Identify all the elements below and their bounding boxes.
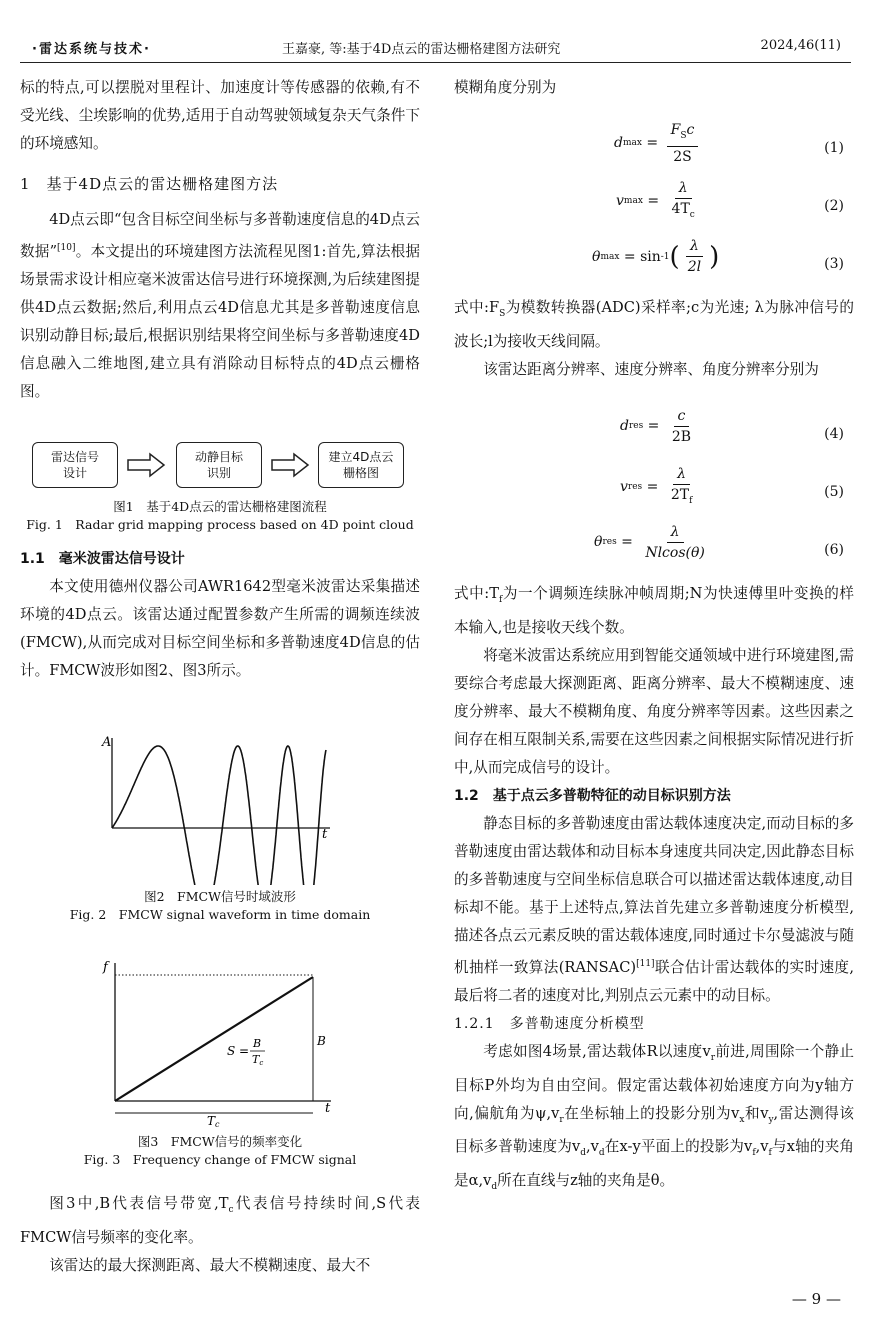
- equation-4-number: (4): [824, 425, 844, 442]
- flow-arrow-2: [270, 452, 310, 478]
- paragraph-fig3-explain: 图3中,B代表信号带宽$,T_c$代表信号持续时间,S代表FMCW信号频率的变化率。: [20, 1195, 421, 1246]
- equation-6-number: (6): [824, 541, 844, 558]
- left-column-3: [20, 1190, 420, 1280]
- figure-3-caption-cn: 图3 FMCW信号的频率变化: [137, 1134, 303, 1149]
- left-column: [20, 74, 420, 406]
- section-1-1-heading: 1.1 毫米波雷达信号设计: [20, 551, 185, 567]
- paragraph-tradeoff: 将毫米波雷达系统应用到智能交通领域中进行环境建图,需要综合考虑最大探测距离、距离分辨率、最大不模糊速度、速度分辨率、最大不模糊角度、角度分辨率等因素。这些因素之间存在相互限制关系,需要在这些因素之间根据实际情况进行折中,从而完成信号的设计。: [454, 646, 854, 776]
- paragraph-scene-model: 考虑如图4场景,雷达载体R以速度$v_r$前进,周围除一个静止目标P外均为自由空间。假定雷达载体初始速度方向为y轴方向,偏航角为$\psi,v_r$在坐标轴上的投影分别为$v_x$和$v_y$,雷达测得该目标多普勒速度为$v_d,v_d$在x-y平面上的投影为$v_f,v_f$与x轴的夹角是$\alpha,v_d$所在直线与z轴的夹角是θ。: [454, 1042, 855, 1193]
- figure-1-caption-en: Fig. 1 Radar grid mapping process based on 4D point cloud: [26, 517, 414, 532]
- figure-3-frequency: [95, 955, 345, 1130]
- figure-1-caption: [20, 498, 420, 534]
- figure-3-caption: [20, 1133, 420, 1169]
- citation-10[interactable]: [10]: [57, 243, 76, 253]
- equation-4: d res = $\frac{c}{2B}$ (4): [454, 402, 854, 460]
- figure-2-waveform: [90, 730, 350, 885]
- paragraph-eq-symbols: 式中$:F_S$为模数转换器(ADC)采样率;c为光速; λ为脉冲信号的波长;l为接收天线间隔。: [454, 299, 854, 350]
- flow-arrow-1: [126, 452, 166, 478]
- fig3-x-label: t: [325, 1101, 331, 1116]
- fig3-y-label: f: [103, 960, 108, 975]
- equation-5: v res = $\frac{\lambda}{2T_f}$ (5): [620, 465, 844, 506]
- fig2-y-label: A: [102, 735, 112, 750]
- equation-3-number: (3): [824, 256, 844, 272]
- left-column-2: [20, 545, 420, 685]
- paragraph-4d-definition: [20, 206, 420, 406]
- header-rule: [20, 62, 851, 63]
- equation-1: d max = $\frac{F_Sc}{2S}$ (1): [614, 122, 844, 165]
- paragraph-doppler-method: 静态目标的多普勒速度由雷达载体速度决定,而动目标的多普勒速度由雷达载体和动目标本身速度共同决定,因此静态目标的多普勒速度与空间坐标信息联合可以描述雷达载体速度,动目标却不能。基于上述特点,算法首先建立多普勒速度分析模型,描述各点云元素反映的雷达载体速度,同时通过卡尔曼滤波与随机抽样一致算法(RANSAC)[11]联合估计雷达载体的实时速度,最后将二者的速度对比,判别点云元素中的动目标。: [454, 814, 855, 1004]
- page-number: — 9 —: [791, 1290, 841, 1308]
- paragraph-text: 4D点云即“包含目标空间坐标与多普勒速度信息的4D点云数据”: [20, 211, 420, 260]
- equation-5-number: (5): [824, 483, 844, 500]
- paragraph-awr1642: 本文使用德州仪器公司AWR1642型毫米波雷达采集描述环境的4D点云。该雷达通过配置参数产生所需的调频连续波(FMCW),从而完成对目标空间坐标和多普勒速度4D信息的估计。FMCW波形如图2、图3所示。: [20, 578, 420, 679]
- flow-box-target-identification: 动静目标 识别: [176, 442, 262, 488]
- figure-2-caption: [20, 888, 420, 924]
- fig3-slope-equals: =: [239, 1044, 250, 1058]
- equation-2: v max = $\frac{\lambda}{4T_c}$ (2): [616, 180, 844, 220]
- figure-3-caption-en: Fig. 3 Frequency change of FMCW signal: [83, 1152, 357, 1167]
- figure-1-caption-cn: 图1 基于4D点云的雷达栅格建图流程: [113, 499, 327, 514]
- paragraph-resolution: 该雷达距离分辨率、速度分辨率、角度分辨率分别为: [483, 360, 819, 378]
- fig2-x-label: t: [322, 827, 328, 842]
- flow-box-grid-map: 建立4D点云 栅格图: [318, 442, 404, 488]
- fig2-chirp-curve: [112, 746, 326, 885]
- section-1-heading: 1 基于4D点云的雷达栅格建图方法: [20, 175, 279, 193]
- paragraph-intro-cont: 标的特点,可以摆脱对里程计、加速度计等传感器的依赖,有不受光线、尘埃影响的优势,适用于自动驾驶领域复杂天气条件下的环境感知。: [20, 79, 420, 152]
- section-1-2-1-heading: 1.2.1 多普勒速度分析模型: [454, 1015, 645, 1032]
- fig3-bandwidth-label: B: [317, 1034, 326, 1048]
- section-1-2-heading: 1.2 基于点云多普勒特征的动目标识别方法: [454, 787, 731, 804]
- paragraph-tf-n: 式中$:T_f$为一个调频连续脉冲帧周期;N为快速傅里叶变换的样本输入,也是接收天线个数。: [454, 584, 854, 636]
- right-column: [454, 74, 854, 1201]
- fig3-slope-num: B: [253, 1037, 262, 1050]
- fig3-ramp-line: [115, 977, 313, 1101]
- flow-box-signal-design: 雷达信号 设计: [32, 442, 118, 488]
- fig3-duration-label: Tc: [207, 1114, 220, 1129]
- running-title: 王嘉豪, 等:基于4D点云的雷达栅格建图方法研究: [282, 42, 561, 57]
- citation-11[interactable]: [11]: [636, 958, 655, 969]
- equation-6: θ res = $\frac{\lambda}{Nlcos(\theta)}$ (6): [454, 518, 854, 576]
- issue-info: 2024,46(11): [760, 38, 841, 53]
- paragraph-max-range: 该雷达的最大探测距离、最大不模糊速度、最大不: [49, 1256, 371, 1274]
- fig3-slope-den: Tc: [252, 1053, 264, 1067]
- figure-2-caption-en: Fig. 2 FMCW signal waveform in time domain: [69, 907, 371, 922]
- paragraph-max-angle: 模糊角度分别为: [454, 79, 557, 96]
- figure-2-caption-cn: 图2 FMCW信号时域波形: [144, 889, 296, 904]
- paragraph-text: 。本文提出的环境建图方法流程见图1:首先,算法根据场景需求设计相应毫米波雷达信号进行环境探测,为后续建图提供4D点云数据;然后,利用点云4D信息尤其是多普勒速度信息识别动静目标;最后,根据识别结果将空间坐标与多普勒速度4D信息融入二维地图,建立具有消除动目标特点的4D点云栅格图。: [20, 242, 420, 400]
- equation-3: θ max = sin -1 ( $\frac{\lambda}{2l}$ ) (3): [454, 232, 854, 290]
- equation-1-number: (1): [824, 140, 844, 156]
- fig3-slope-label: S: [227, 1044, 236, 1058]
- equation-2-number: (2): [824, 198, 844, 214]
- journal-name: ·雷达系统与技术·: [32, 42, 151, 57]
